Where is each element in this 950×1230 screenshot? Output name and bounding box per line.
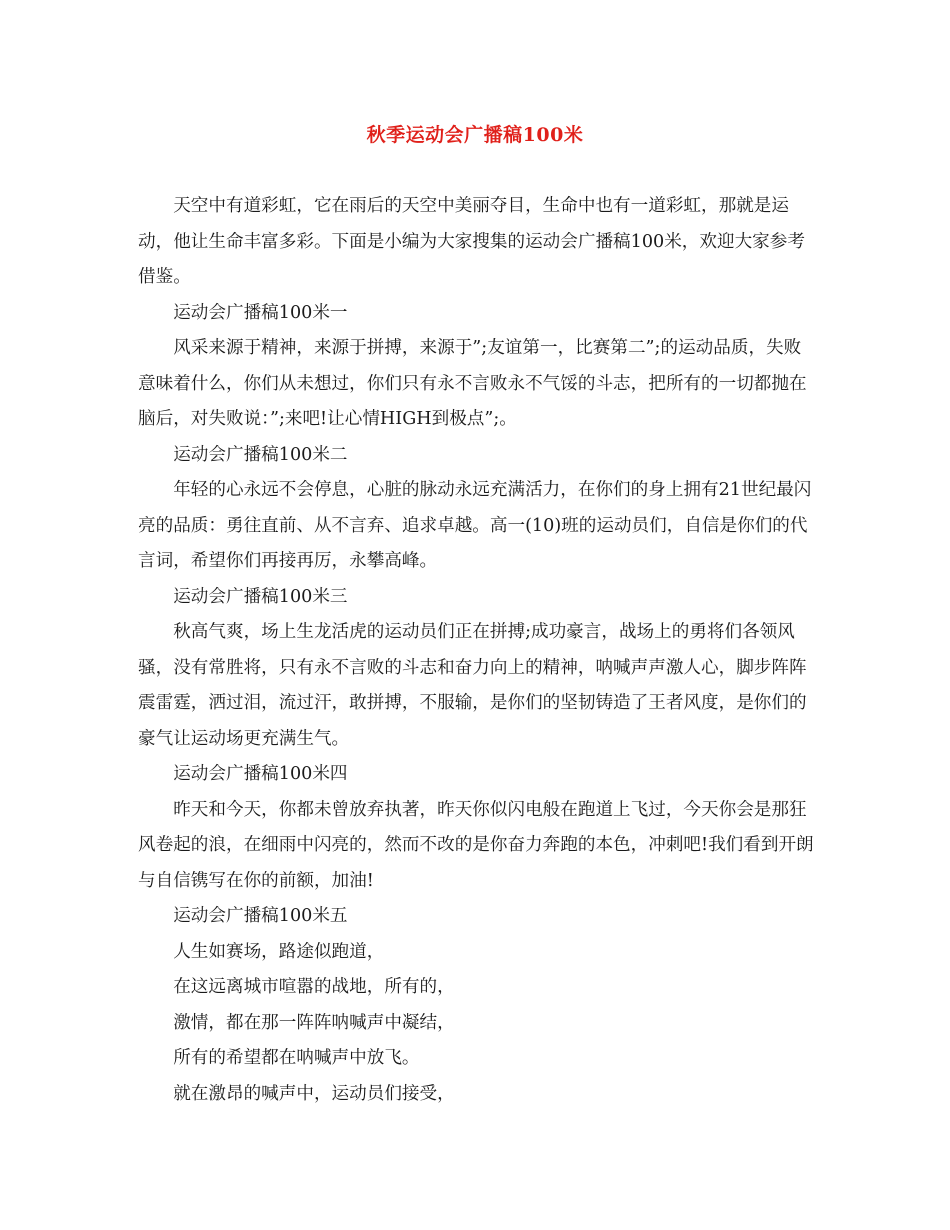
body-paragraph: 风采来源于精神，来源于拼搏，来源于”;友谊第一，比赛第二”;的运动品质，失败意味着什么，你们从未想过，你们只有永不言败永不气馁的斗志，把所有的一切都抛在脑后，对失败说：”;来吧!让心情HIGH到极点”;。 <box>138 338 807 429</box>
body-paragraph: 秋高气爽，场上生龙活虎的运动员们正在拼搏;成功豪言，战场上的勇将们各领风骚，没有常胜将，只有永不言败的斗志和奋力向上的精神，呐喊声声激人心，脚步阵阵震雷霆，洒过泪，流过汗，敢拼搏，不服输，是你们的坚韧铸造了王者风度，是你们的豪气让运动场更充满生气。 <box>138 622 807 749</box>
section-heading: 运动会广播稿100米五 <box>173 906 348 926</box>
body-paragraph: 昨天和今天，你都未曾放弃执著，昨天你似闪电般在跑道上飞过，今天你会是那狂风卷起的浪，在细雨中闪亮的，然而不改的是你奋力奔跑的本色，冲刺吧!我们看到开朗与自信镌写在你的前额，加油! <box>138 799 814 891</box>
document-body <box>138 189 816 1112</box>
section-heading: 运动会广播稿100米一 <box>173 302 348 323</box>
section-heading: 运动会广播稿100米二 <box>173 444 348 465</box>
poem-line: 人生如赛场，路途似跑道， <box>173 941 385 962</box>
poem-line: 激情，都在那一阵阵呐喊声中凝结， <box>173 1012 455 1033</box>
intro-paragraph: 天空中有道彩虹，它在雨后的天空中美丽夺目，生命中也有一道彩虹，那就是运动，他让生命丰富多彩。下面是小编为大家搜集的运动会广播稿100米，欢迎大家参考借鉴。 <box>138 196 805 287</box>
section-heading: 运动会广播稿100米三 <box>173 586 348 607</box>
document-title: 秋季运动会广播稿100米 <box>366 124 584 146</box>
poem-line: 在这远离城市喧嚣的战地，所有的， <box>173 977 455 997</box>
body-paragraph: 年轻的心永远不会停息，心脏的脉动永远充满活力，在你们的身上拥有21世纪最闪亮的品质：勇往直前、从不言弃、追求卓越。高一(10)班的运动员们，自信是你们的代言词，希望你们再接再厉，永攀高峰。 <box>138 480 812 571</box>
section-heading: 运动会广播稿100米四 <box>173 764 348 784</box>
poem-line: 所有的希望都在呐喊声中放飞。 <box>173 1048 420 1068</box>
poem-line: 就在激昂的喊声中，运动员们接受， <box>173 1083 455 1104</box>
